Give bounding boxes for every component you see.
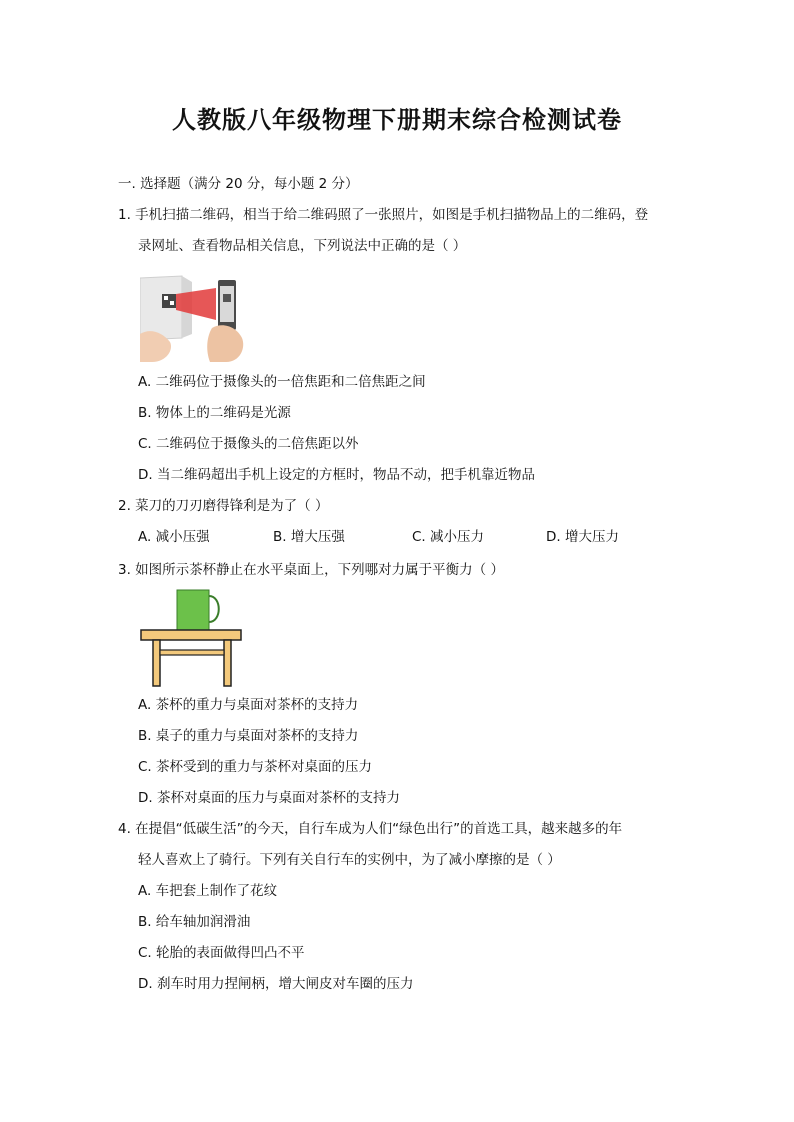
q2-option-d: D. 增大压力: [546, 529, 619, 545]
q3-option-a: A. 茶杯的重力与桌面对茶杯的支持力: [138, 697, 359, 713]
table-top: [141, 630, 241, 640]
q2-option-a: A. 减小压强: [138, 529, 210, 545]
q1-option-c: C. 二维码位于摄像头的二倍焦距以外: [138, 436, 359, 452]
q4-option-c: C. 轮胎的表面做得凹凸不平: [138, 945, 305, 961]
q4-option-b: B. 给车轴加润滑油: [138, 914, 251, 930]
q2-option-c: C. 减小压力: [412, 529, 485, 545]
q3-stem: 3. 如图所示茶杯静止在水平桌面上，下列哪对力属于平衡力（ ）: [118, 562, 504, 578]
q1-stem-line1: 1. 手机扫描二维码，相当于给二维码照了一张照片，如图是手机扫描物品上的二维码，登: [118, 207, 649, 223]
q1-option-d: D. 当二维码超出手机上设定的方框时，物品不动，把手机靠近物品: [138, 467, 535, 483]
tea-cup-icon: [177, 590, 209, 630]
q1-option-a: A. 二维码位于摄像头的一倍焦距和二倍焦距之间: [138, 374, 426, 390]
page-title: 人教版八年级物理下册期末综合检测试卷: [172, 105, 622, 134]
q3-option-b: B. 桌子的重力与桌面对茶杯的支持力: [138, 728, 359, 744]
q2-option-b: B. 增大压强: [273, 529, 345, 545]
q1-option-b: B. 物体上的二维码是光源: [138, 405, 291, 421]
q4-stem-line1: 4. 在提倡“低碳生活”的今天，自行车成为人们“绿色出行”的首选工具，越来越多的年: [118, 821, 623, 837]
q4-stem-line2: 轻人喜欢上了骑行。下列有关自行车的实例中，为了减小摩擦的是（ ）: [138, 852, 561, 868]
q4-option-d: D. 刹车时用力捏闸柄，增大闸皮对车圈的压力: [138, 976, 414, 992]
q3-option-c: C. 茶杯受到的重力与茶杯对桌面的压力: [138, 759, 373, 775]
section-heading: 一. 选择题（满分 20 分，每小题 2 分）: [118, 176, 359, 192]
q3-option-d: D. 茶杯对桌面的压力与桌面对茶杯的支持力: [138, 790, 400, 806]
q4-option-a: A. 车把套上制作了花纹: [138, 883, 278, 899]
qr-scan-figure: [140, 268, 258, 362]
cup-on-table-figure: [140, 586, 244, 688]
q2-stem: 2. 菜刀的刀刃磨得锋利是为了（ ）: [118, 498, 329, 514]
q1-stem-line2: 录网址、查看物品相关信息，下列说法中正确的是（ ）: [138, 238, 467, 254]
